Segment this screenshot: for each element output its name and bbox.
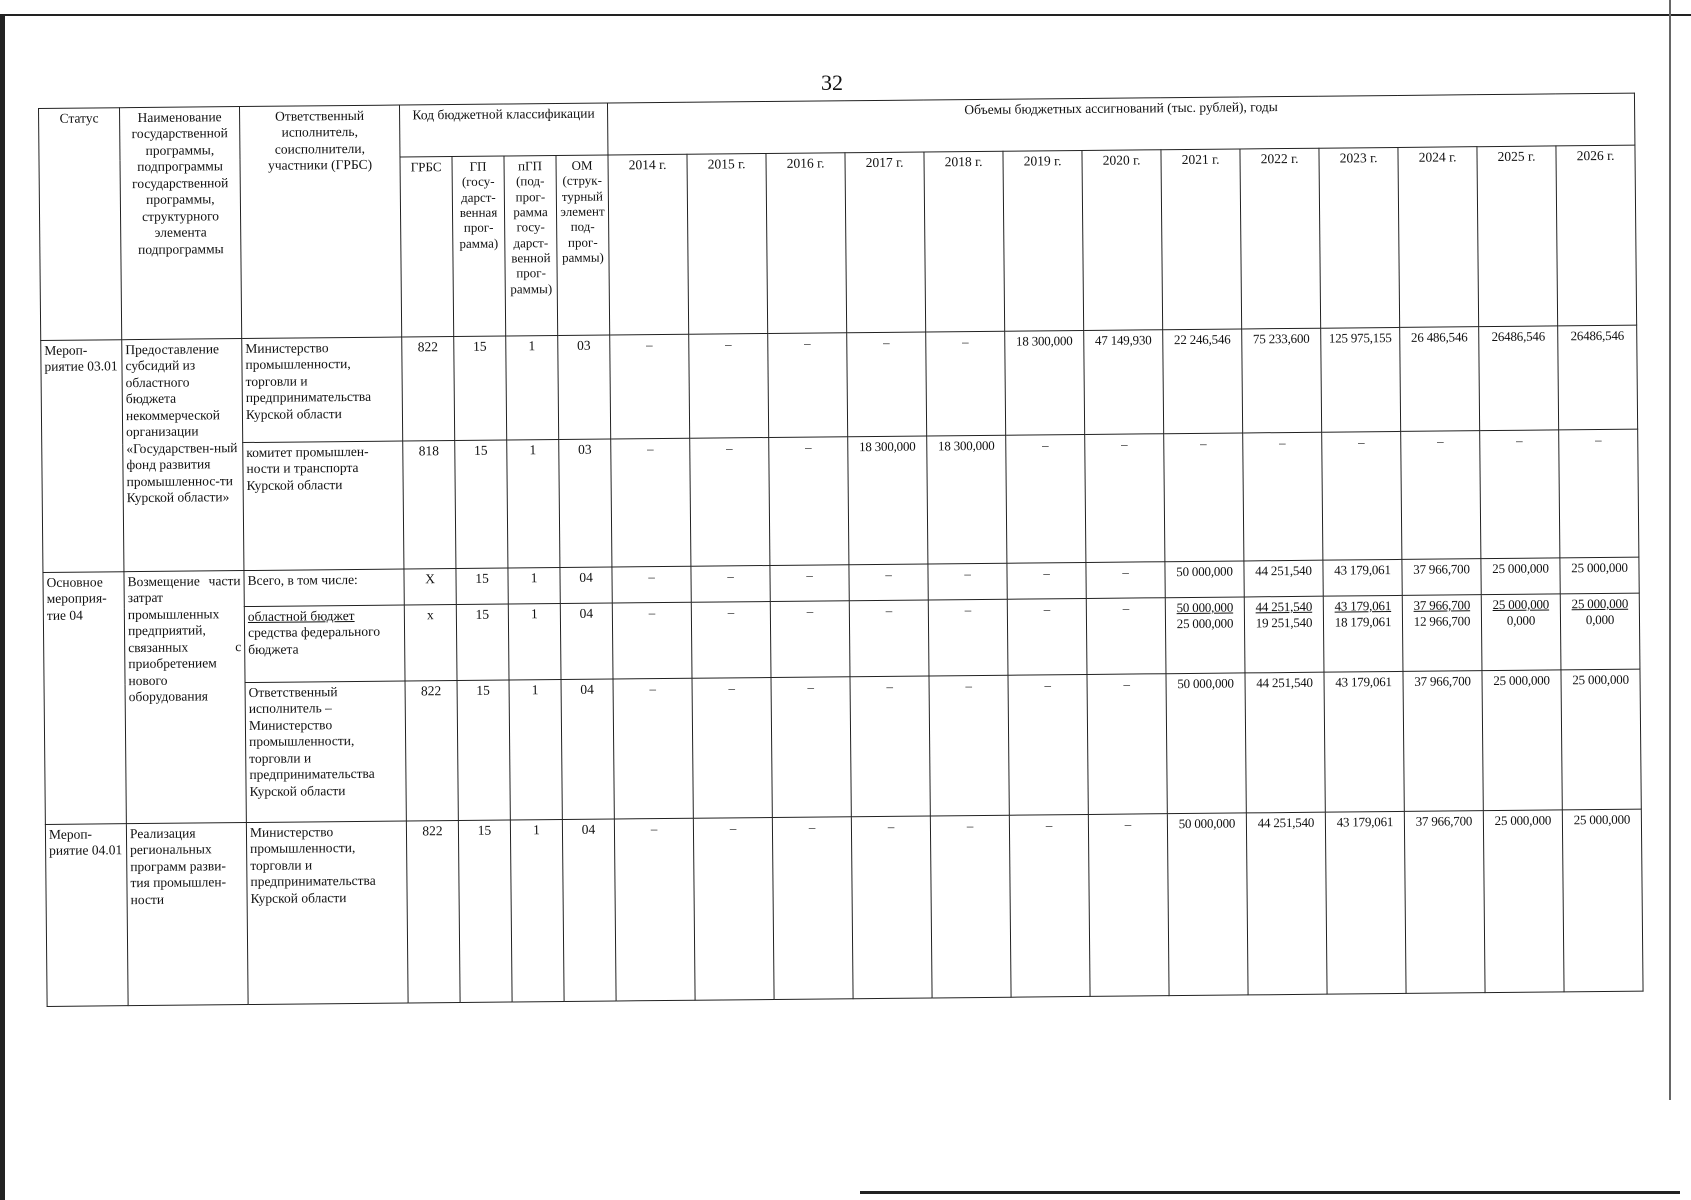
cell-value: – [851,816,932,999]
header-year: 2018 г. [924,151,1005,332]
cell-value: – [1008,674,1088,815]
cell-value: – [1164,433,1244,562]
cell-value: 18 300,000 [1005,330,1085,435]
header-year: 2019 г. [1003,150,1084,331]
cell-value: – [770,601,850,678]
cell-pgp: 1 [507,440,560,568]
cell-value: 43 179,061 [1325,811,1406,994]
cell-grbs: 822 [406,820,460,1002]
header-year: 2022 г. [1240,148,1321,329]
row-executor: Ответственный исполнитель – Министерство промышленности, торговли и предпринимательства Курской области [245,681,406,823]
cell-value: 26 486,546 [1400,327,1480,432]
header-year: 2015 г. [687,154,768,335]
cell-om: 04 [562,819,616,1001]
cell-value: 44 251,540 [1246,812,1327,995]
cell-pgp: 1 [508,568,560,604]
executor-federal-budget: средства федерального бюджета [247,624,381,657]
cell-pgp: 1 [506,336,559,440]
cell-value: – [1009,814,1090,997]
cell-value: 44 251,540 [1244,560,1323,597]
cell-value: 37 966,700 [1404,811,1485,994]
cell-value: 44 251,540 [1245,672,1325,813]
cell-value: – [1007,598,1087,675]
cell-value: – [612,602,692,679]
cell-value: 25 000,000 [1561,669,1641,810]
header-status: Статус [39,108,122,341]
cell-value: – [847,332,927,437]
cell-pgp: 1 [509,680,562,820]
cell-value: – [1243,432,1323,561]
cell-value: – [1559,429,1639,558]
row-name: Предоставление субсидий из областного бюджета некоммерческой организации «Государствен-ный фонд развития промышленнос-ти Курской области» [122,339,244,572]
cell-value: 25 000,000 [1483,810,1564,993]
cell-grbs: Х [404,569,456,605]
cell-value: – [1086,562,1165,599]
row-name: Возмещение части затрат промышленных предприятий, связанных с приобретением нового оборудования [124,571,246,824]
cell-value: – [613,678,693,819]
cell-gp: 15 [456,568,508,604]
cell-value: – [691,565,770,602]
cell-value: 125 975,155 [1321,327,1401,432]
cell-om: 04 [560,603,613,679]
cell-grbs: 822 [402,337,455,441]
cell-value-pair [1244,596,1324,673]
cell-value: – [692,677,772,818]
row-status: Основное мероприя-тие 04 [43,572,126,825]
cell-value: – [1006,434,1086,563]
cell-value: 25 000,000 [1482,670,1562,811]
cell-value-pair [1481,594,1561,671]
table-row [44,669,1641,824]
value-regional: 25 000,000 [1571,595,1629,612]
header-year: 2026 г. [1556,145,1637,326]
value-federal: 18 179,061 [1334,613,1392,630]
cell-pgp: 1 [508,604,561,680]
cell-value: – [769,437,849,566]
cell-value: – [1085,434,1165,563]
value-regional: 44 251,540 [1255,598,1313,615]
cell-value: 25 000,000 [1560,557,1639,594]
cell-value: – [1088,814,1169,997]
header-budget-code: Код бюджетной классификации [399,103,607,157]
cell-gp: 15 [457,680,510,820]
cell-value: – [610,334,690,439]
cell-gp: 15 [455,440,508,568]
budget-table-sheet [38,93,1642,1068]
budget-table [38,93,1644,1007]
cell-value: – [849,600,929,677]
cell-value: 26486,546 [1558,325,1638,430]
header-grbs: ГРБС [400,157,454,337]
cell-gp: 15 [458,820,512,1002]
cell-value: – [1087,674,1167,815]
cell-value: 50 000,000 [1165,561,1244,598]
cell-value-pair [1402,595,1482,672]
header-volumes: Объемы бюджетных ассигнований (тыс. рублей), годы [607,93,1634,155]
cell-value: 37 966,700 [1402,559,1481,596]
table-row [41,325,1638,444]
cell-grbs: х [404,605,457,681]
scan-bottom-edge [860,1191,1680,1194]
cell-gp: 15 [456,604,509,680]
value-federal: 0,000 [1506,612,1536,628]
cell-value: 75 233,600 [1242,328,1322,433]
cell-value-pair [1165,597,1245,674]
row-executor: Министерство промышленности, торговли и предпринимательства Курской области [242,337,403,443]
cell-value: 50 000,000 [1167,813,1248,996]
table-row [42,429,1639,572]
cell-value: 37 966,700 [1403,671,1483,812]
cell-value: – [1007,562,1086,599]
value-regional: 25 000,000 [1492,596,1550,613]
scan-right-edge [1669,0,1671,1100]
cell-value: – [771,677,851,818]
value-federal: 12 966,700 [1413,613,1471,629]
row-executor [244,605,405,683]
table-row [45,809,1643,1006]
value-federal: 0,000 [1585,611,1615,628]
header-pgp: пГП (под-прог-рамма госу-дарст-венной прог-раммы) [504,156,558,336]
value-federal: 19 251,540 [1255,614,1313,631]
executor-regional-budget: областной бюджет [247,607,355,625]
value-federal: 25 000,000 [1176,615,1234,631]
cell-value: – [690,438,770,567]
row-name: Реализация региональных программ разви-тия промышлен-ности [126,823,248,1006]
cell-value: 25 000,000 [1481,558,1560,595]
cell-value: – [770,565,849,602]
header-year: 2014 г. [608,154,689,335]
cell-value: 26486,546 [1479,326,1559,431]
cell-value: – [929,675,1009,816]
cell-pgp: 1 [510,819,564,1001]
cell-value: 43 179,061 [1324,671,1404,812]
cell-value: 18 300,000 [927,435,1007,564]
cell-value: – [849,564,928,601]
value-regional: 37 966,700 [1413,597,1471,613]
cell-value: – [1401,431,1481,560]
header-year: 2017 г. [845,152,926,333]
scan-top-edge [0,0,1691,16]
cell-value: – [611,438,691,567]
cell-value: – [926,331,1006,436]
cell-value-pair [1560,593,1640,670]
cell-value: – [612,566,691,603]
header-executor: Ответственный исполнитель, соисполнители, участники (ГРБС) [239,105,401,339]
cell-value: 18 300,000 [848,436,928,565]
cell-value: – [1480,430,1560,559]
cell-value: – [614,818,695,1001]
row-status: Мероп-риятие 03.01 [41,340,124,573]
cell-value: – [930,815,1011,998]
cell-value: 25 000,000 [1562,809,1643,992]
header-name: Наименование государственной программы, подпрограммы государственной программы, структурного элемента подпрограммы [120,107,242,340]
header-year: 2025 г. [1477,146,1558,327]
header-year: 2016 г. [766,153,847,334]
cell-value: – [1322,431,1402,560]
header-year: 2021 г. [1161,149,1242,330]
row-executor: Министерство промышленности, торговли и предпринимательства Курской области [246,821,408,1005]
cell-grbs: 818 [403,441,456,569]
cell-value-pair [1323,595,1403,672]
cell-value: – [689,334,769,439]
header-gp: ГП (госу-дарст-венная прог-рамма) [452,156,506,336]
cell-value: – [928,563,1007,600]
row-status: Мероп-риятие 04.01 [45,824,128,1007]
value-regional: 43 179,061 [1334,598,1392,614]
cell-om: 03 [558,335,611,439]
cell-value: 22 246,546 [1163,329,1243,434]
header-year: 2023 г. [1319,147,1400,328]
row-executor: комитет промышлен-ности и транспорта Курской области [243,441,404,571]
row-executor: Всего, в том числе: [244,569,404,607]
cell-value: – [693,817,774,1000]
cell-value: – [768,333,848,438]
cell-om: 04 [561,679,614,819]
cell-gp: 15 [454,336,507,440]
cell-value: – [1086,598,1166,675]
cell-value: 50 000,000 [1166,673,1246,814]
value-regional: 50 000,000 [1176,599,1234,616]
page-number: 32 [821,70,843,95]
cell-value: 43 179,061 [1323,559,1402,596]
cell-value: 47 149,930 [1084,330,1164,435]
header-year: 2020 г. [1082,150,1163,331]
header-om: ОМ (струк-турный элемент под-прог-раммы) [556,155,610,335]
cell-om: 03 [559,439,612,567]
cell-grbs: 822 [405,681,458,821]
header-year: 2024 г. [1398,147,1479,328]
cell-value: – [691,601,771,678]
cell-value: – [772,817,853,1000]
scan-left-edge [0,14,5,1200]
cell-om: 04 [560,567,612,603]
cell-value: – [850,676,930,817]
cell-value: – [928,599,1008,676]
